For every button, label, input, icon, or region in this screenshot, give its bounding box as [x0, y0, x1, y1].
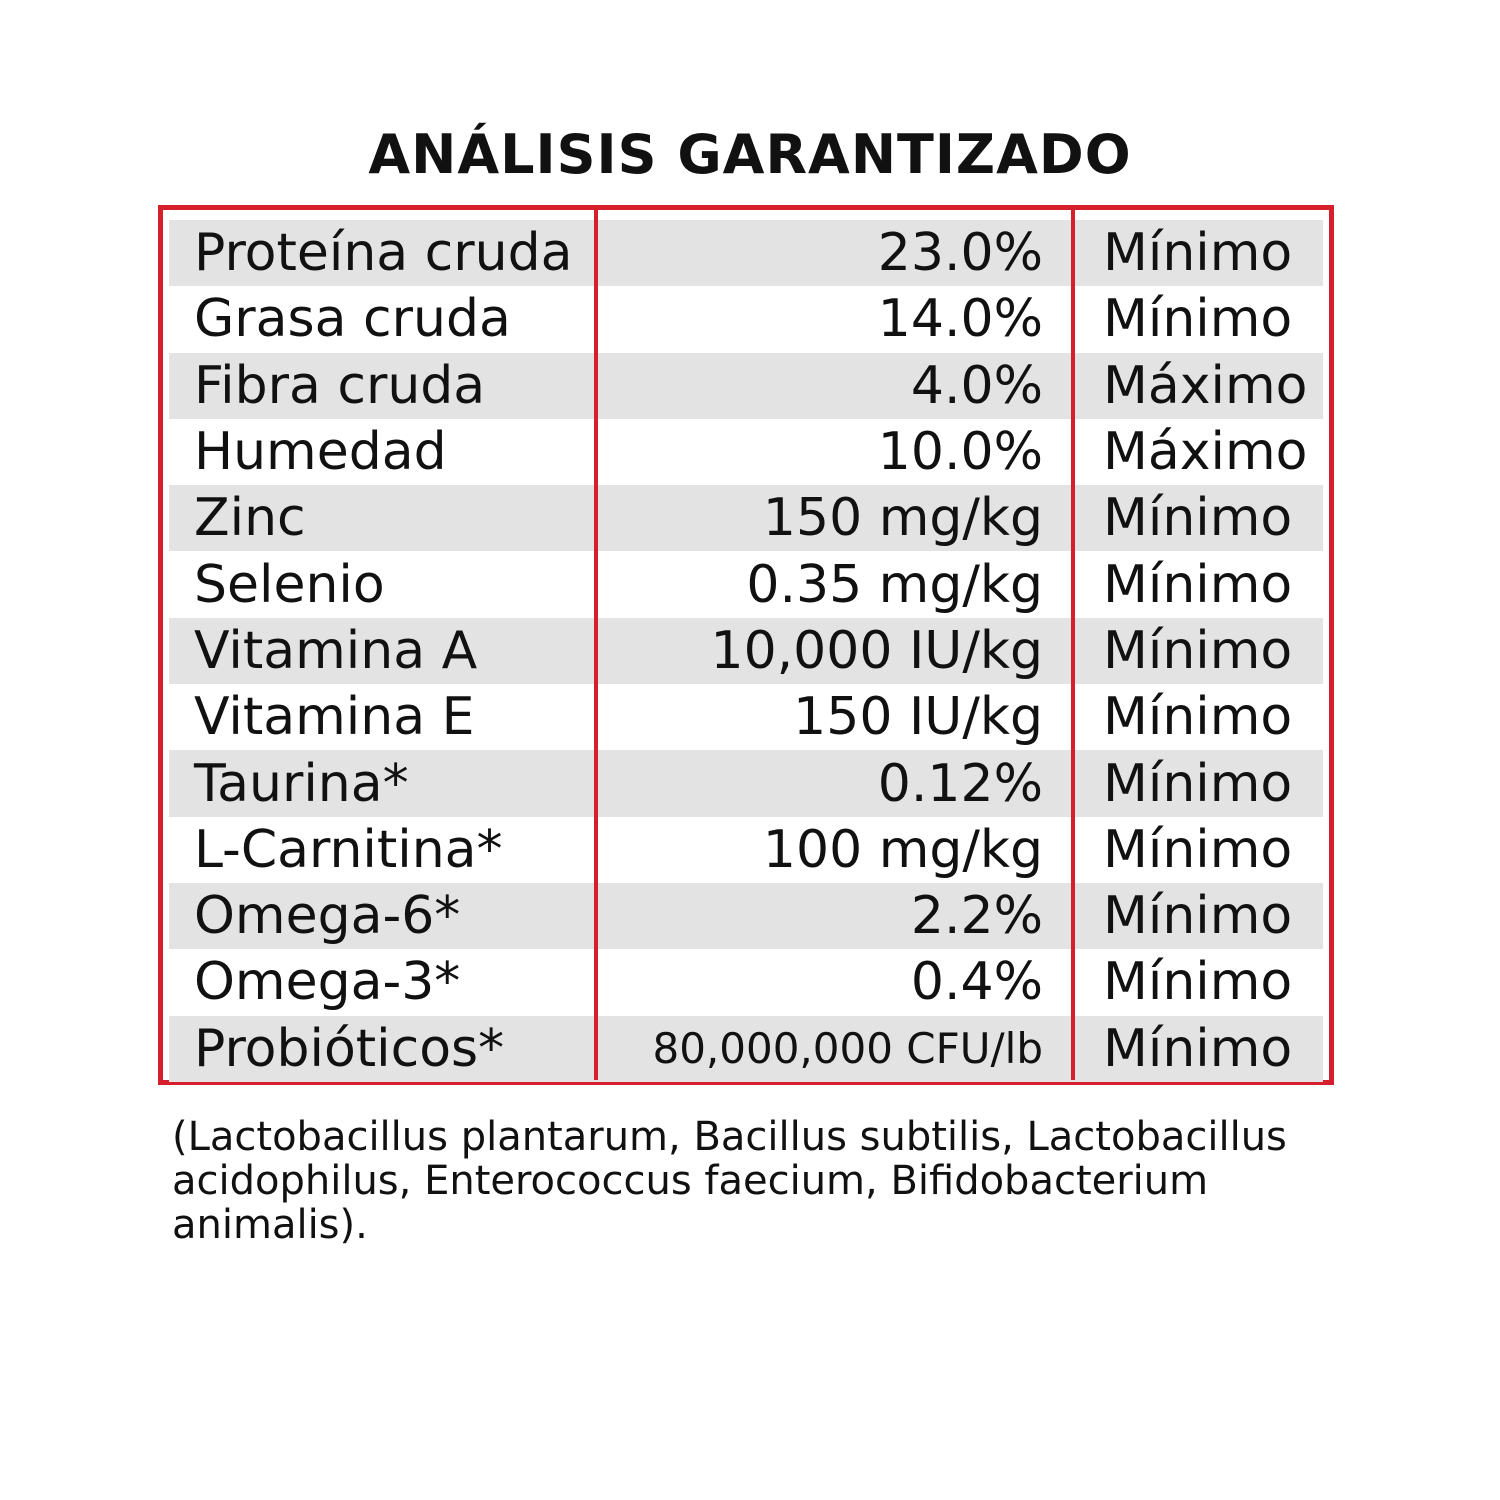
- nutrient-name: Proteína cruda: [194, 223, 573, 284]
- nutrient-limit: Máximo: [1103, 422, 1308, 483]
- table-row: [169, 684, 1323, 750]
- nutrient-value: 10.0%: [877, 422, 1043, 483]
- table-row: [169, 353, 1323, 419]
- table-row: [169, 949, 1323, 1015]
- table-row: [169, 220, 1323, 286]
- nutrient-value: 0.12%: [877, 753, 1043, 814]
- nutrient-name: Selenio: [194, 554, 385, 615]
- nutrient-limit: Mínimo: [1103, 488, 1293, 549]
- nutrient-value: 10,000 IU/kg: [710, 620, 1043, 681]
- table-row: [169, 485, 1323, 551]
- nutrient-name: Probióticos*: [194, 1018, 505, 1079]
- table-row: [169, 551, 1323, 617]
- nutrient-name: Fibra cruda: [194, 355, 486, 416]
- table-row: [169, 419, 1323, 485]
- nutrient-limit: Mínimo: [1103, 952, 1293, 1013]
- nutrient-limit: Mínimo: [1103, 1018, 1293, 1079]
- nutrient-limit: Mínimo: [1103, 687, 1293, 748]
- nutrient-value: 23.0%: [877, 223, 1043, 284]
- nutrient-value: 2.2%: [910, 886, 1043, 947]
- nutrient-value: 14.0%: [877, 289, 1043, 350]
- nutrient-name: Omega-3*: [194, 952, 461, 1013]
- column-divider-1: [594, 210, 598, 1080]
- nutrient-value: 150 mg/kg: [762, 488, 1043, 549]
- nutrient-value: 0.4%: [910, 952, 1043, 1013]
- nutrient-name: L-Carnitina*: [194, 819, 503, 880]
- table-row: [169, 1016, 1323, 1082]
- nutrient-limit: Mínimo: [1103, 223, 1293, 284]
- nutrient-name: Vitamina E: [194, 687, 475, 748]
- page-title: ANÁLISIS GARANTIZADO: [368, 123, 1132, 186]
- table-row: [169, 750, 1323, 816]
- column-divider-2: [1071, 210, 1075, 1080]
- nutrient-name: Zinc: [194, 488, 306, 549]
- nutrient-value: 100 mg/kg: [762, 819, 1043, 880]
- nutrient-value: 0.35 mg/kg: [746, 554, 1043, 615]
- guaranteed-analysis-table: [158, 205, 1334, 1085]
- table-row: [169, 883, 1323, 949]
- nutrient-name: Taurina*: [194, 753, 409, 814]
- nutrient-value: 4.0%: [910, 355, 1043, 416]
- probiotics-footnote: (Lactobacillus plantarum, Bacillus subtilis, Lactobacillus acidophilus, Enterococcus faecium, Bifidobacterium animalis).: [172, 1114, 1287, 1248]
- table-row: [169, 618, 1323, 684]
- nutrient-name: Humedad: [194, 422, 447, 483]
- nutrient-limit: Mínimo: [1103, 620, 1293, 681]
- nutrient-limit: Mínimo: [1103, 289, 1293, 350]
- nutrient-value: 80,000,000 CFU/lb: [652, 1023, 1043, 1073]
- nutrient-name: Grasa cruda: [194, 289, 511, 350]
- nutrient-limit: Mínimo: [1103, 819, 1293, 880]
- nutrient-limit: Mínimo: [1103, 753, 1293, 814]
- nutrient-limit: Máximo: [1103, 355, 1308, 416]
- nutrient-limit: Mínimo: [1103, 554, 1293, 615]
- table-row: [169, 817, 1323, 883]
- nutrient-limit: Mínimo: [1103, 886, 1293, 947]
- table-row: [169, 286, 1323, 352]
- nutrient-name: Omega-6*: [194, 886, 461, 947]
- nutrient-value: 150 IU/kg: [793, 687, 1043, 748]
- nutrient-name: Vitamina A: [194, 620, 478, 681]
